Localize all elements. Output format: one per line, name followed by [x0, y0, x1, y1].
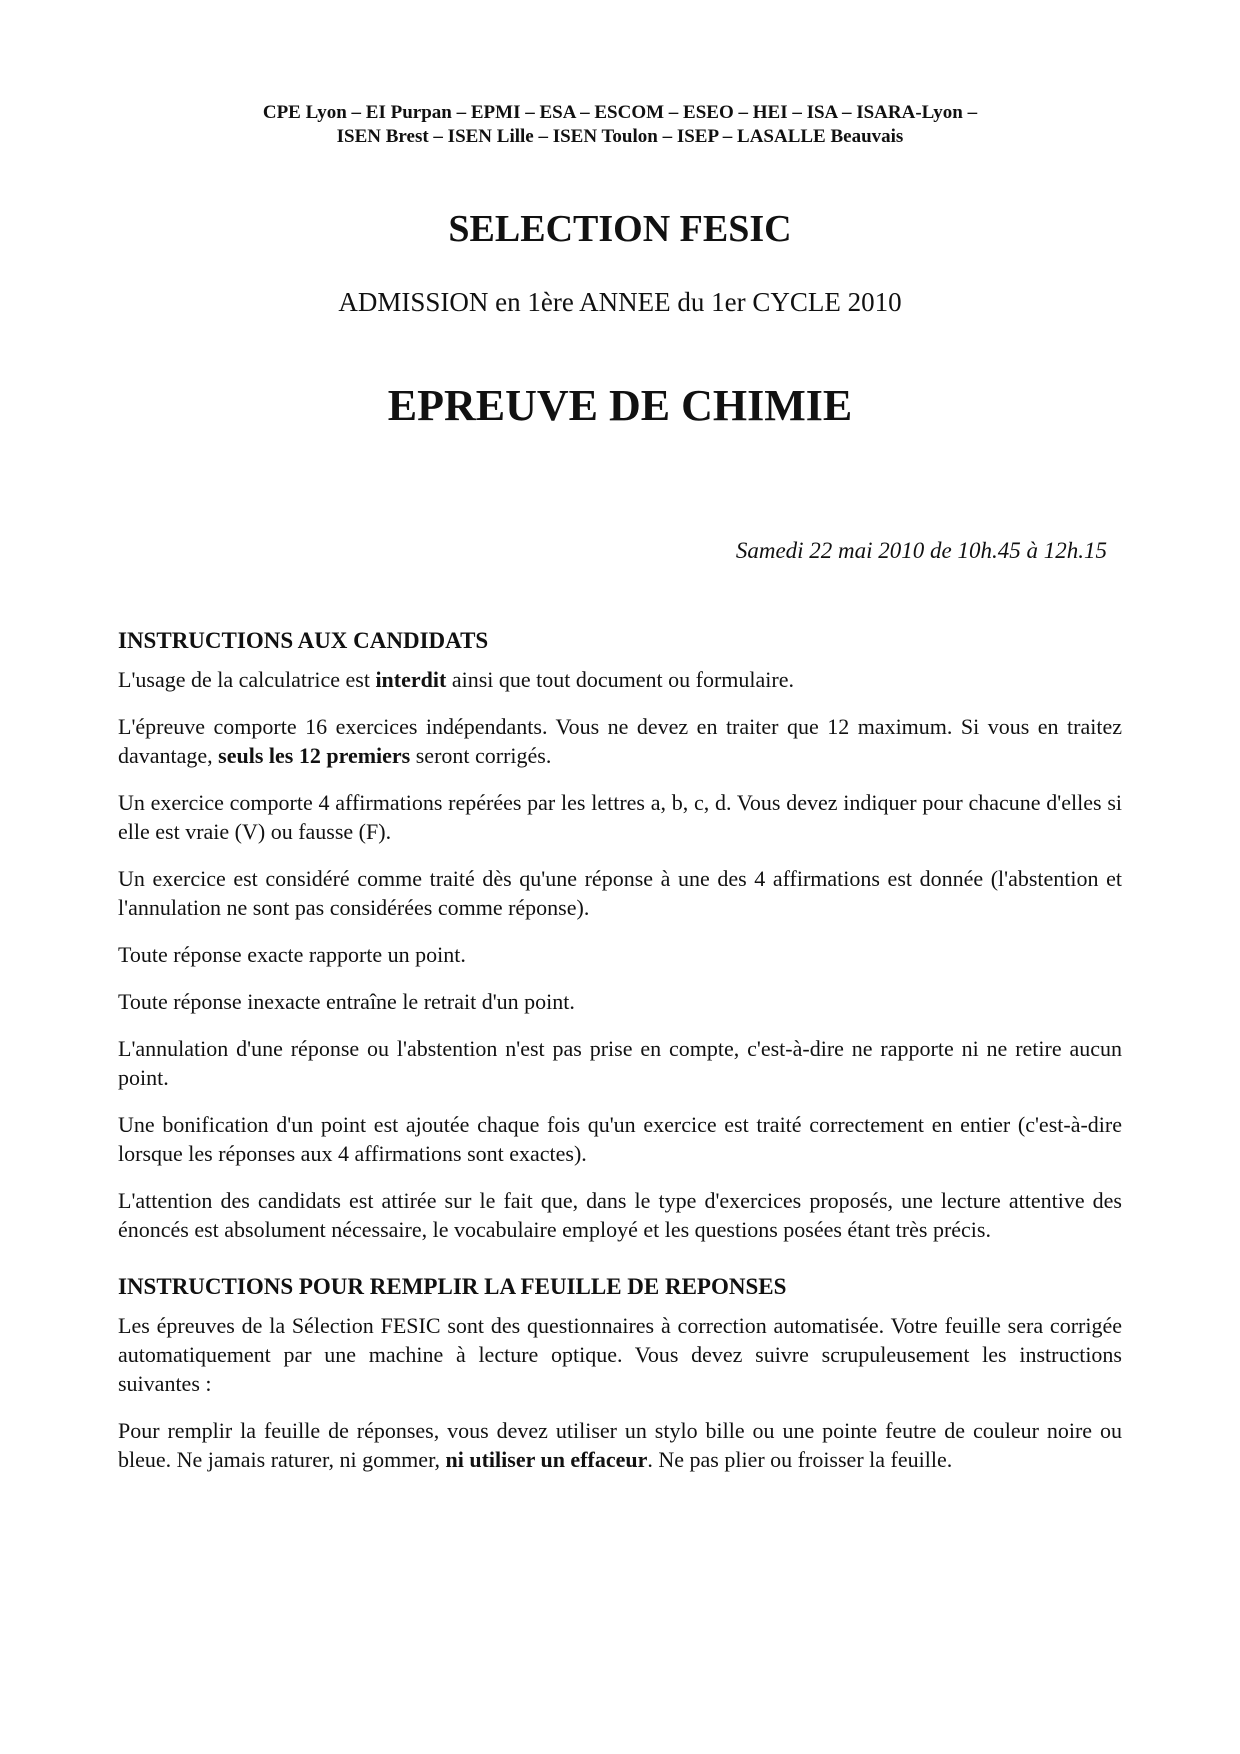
instruction-wrong-answer: Toute réponse inexacte entraîne le retrait d'un point.	[118, 989, 575, 1014]
instruction-treated: Un exercice est considéré comme traité dès qu'une réponse à une des 4 affirmations est donnée (l'abstention et l'annulation ne sont pas considérées comme réponse).	[118, 866, 1122, 920]
admission-subtitle: ADMISSION en 1ère ANNEE du 1er CYCLE 2010	[338, 287, 902, 317]
instruction-exercise-count: L'épreuve comporte 16 exercices indépendants. Vous ne devez en traiter que 12 maximum. Si vous en traitez davantage, seuls les 12 premiers seront corrigés.	[118, 714, 1122, 768]
selection-title: SELECTION FESIC	[448, 208, 792, 250]
instruction-calculator: L'usage de la calculatrice est interdit ainsi que tout document ou formulaire.	[118, 667, 794, 692]
instruction-affirmations: Un exercice comporte 4 affirmations repérées par les lettres a, b, c, d. Vous devez indiquer pour chacune d'elles si elle est vraie (V) ou fausse (F).	[118, 790, 1122, 844]
instruction-abstention: L'annulation d'une réponse ou l'abstention n'est pas prise en compte, c'est-à-dire ne rapporte ni ne retire aucun point.	[118, 1036, 1122, 1090]
instruction-correct-answer: Toute réponse exacte rapporte un point.	[118, 942, 466, 967]
exam-date: Samedi 22 mai 2010 de 10h.45 à 12h.15	[735, 538, 1107, 563]
instructions-body	[118, 626, 1122, 1492]
instruction-attention: L'attention des candidats est attirée sur le fait que, dans le type d'exercices proposés, une lecture attentive des énoncés est absolument nécessaire, le vocabulaire employé et les questions posées étant très précis.	[118, 1188, 1122, 1242]
section-heading-answer-sheet: INSTRUCTIONS POUR REMPLIR LA FEUILLE DE REPONSES	[118, 1274, 787, 1299]
instruction-pen: Pour remplir la feuille de réponses, vous devez utiliser un stylo bille ou une pointe feutre de couleur noire ou bleue. Ne jamais raturer, ni gommer, ni utiliser un effaceur. Ne pas plier ou froisser la feuille.	[118, 1418, 1122, 1472]
exam-title: EPREUVE DE CHIMIE	[387, 381, 853, 430]
schools-line-2: ISEN Brest – ISEN Lille – ISEN Toulon – ISEP – LASALLE Beauvais	[336, 126, 904, 147]
section-heading-candidates: INSTRUCTIONS AUX CANDIDATS	[118, 628, 489, 653]
instruction-bonus: Une bonification d'un point est ajoutée chaque fois qu'un exercice est traité correctement en entier (c'est-à-dire lorsque les réponses aux 4 affirmations sont exactes).	[118, 1112, 1122, 1166]
schools-line-1: CPE Lyon – EI Purpan – EPMI – ESA – ESCOM – ESEO – HEI – ISA – ISARA-Lyon –	[262, 102, 978, 123]
instruction-automated-correction: Les épreuves de la Sélection FESIC sont des questionnaires à correction automatisée. Votre feuille sera corrigée automatiquement par une machine à lecture optique. Vous devez suivre scrupuleusement les instructions suivantes :	[118, 1313, 1122, 1396]
